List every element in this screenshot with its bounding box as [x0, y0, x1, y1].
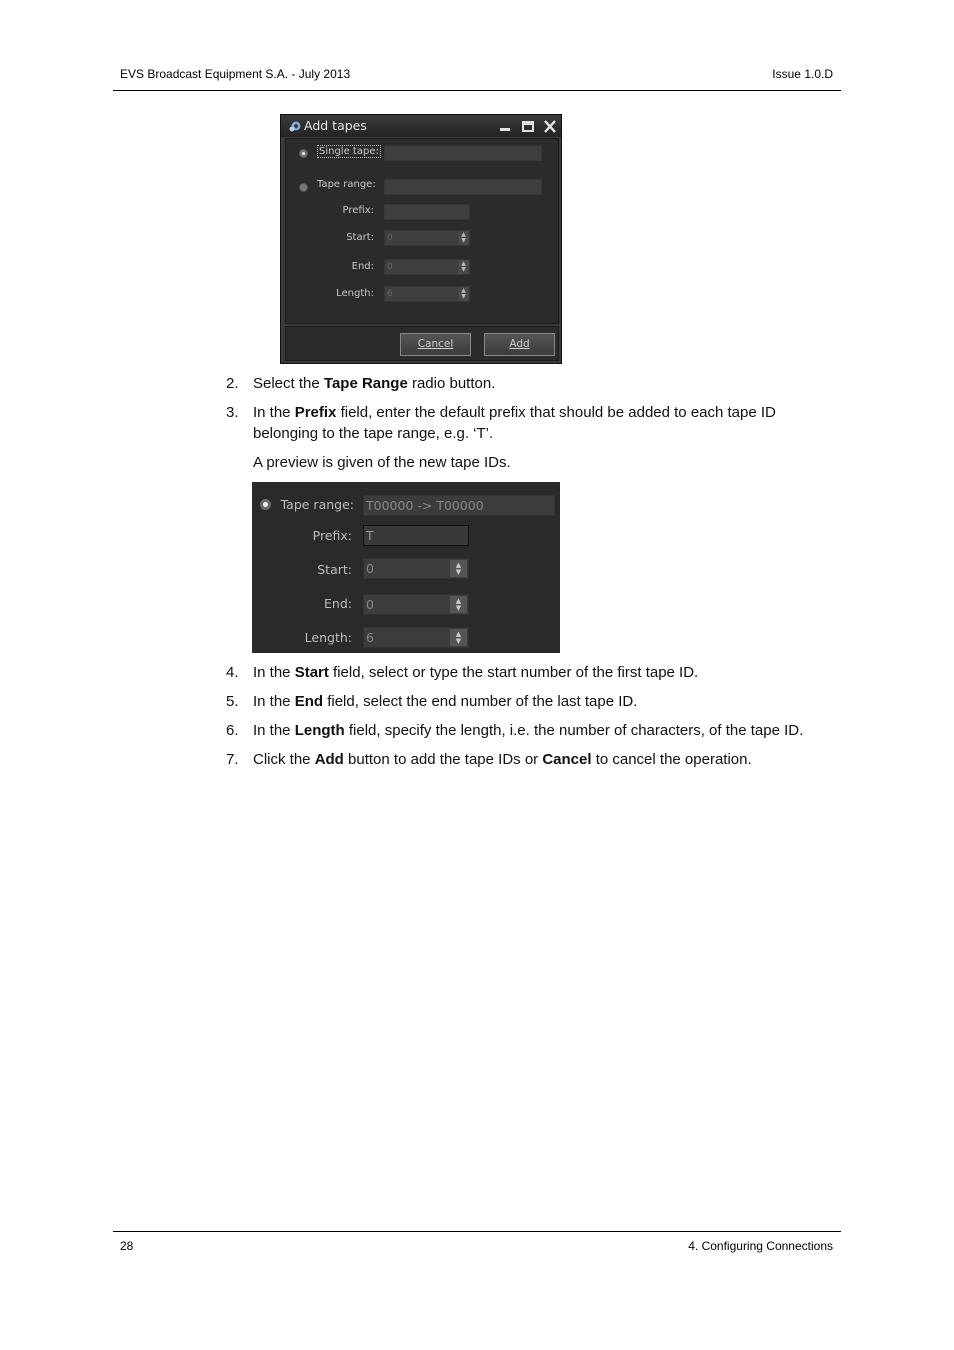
prefix-label: Prefix:: [312, 528, 352, 543]
end-spinbox[interactable]: [363, 594, 469, 615]
dialog-title: Add tapes: [304, 118, 367, 133]
length-value: 6: [387, 289, 393, 299]
start-label: Start:: [346, 232, 374, 243]
length-label: Length:: [304, 630, 352, 645]
tape-range-radio[interactable]: [299, 183, 308, 192]
start-spinbox[interactable]: [384, 230, 470, 246]
add-tapes-dialog: [280, 114, 562, 364]
step-number: 4.: [226, 664, 239, 681]
close-icon[interactable]: [543, 120, 557, 133]
tape-range-preview-field: [384, 179, 542, 195]
header-publisher: EVS Broadcast Equipment S.A. - July 2013: [120, 67, 351, 81]
step-text: In the Start field, select or type the start number of the first tape ID.: [253, 664, 699, 681]
prefix-input[interactable]: T: [363, 525, 469, 546]
dialog-footer: [285, 326, 559, 361]
tape-range-preview-panel: [252, 482, 560, 653]
app-gear-icon: [289, 120, 302, 132]
dialog-body: [285, 138, 559, 324]
end-value: 0: [387, 262, 393, 272]
start-label: Start:: [317, 562, 352, 577]
end-label: End:: [324, 596, 352, 611]
tape-range-label: Tape range:: [280, 497, 354, 512]
length-label: Length:: [336, 288, 374, 299]
step-number: 5.: [226, 693, 239, 710]
single-tape-radio[interactable]: [299, 149, 308, 158]
step-number: 7.: [226, 751, 239, 768]
prefix-input[interactable]: [384, 204, 470, 220]
length-value: 6: [366, 630, 374, 645]
spin-arrows-icon[interactable]: ▲ ▼: [450, 596, 467, 613]
step-number: 6.: [226, 722, 239, 739]
prefix-label: Prefix:: [342, 205, 374, 216]
end-spinbox[interactable]: [384, 259, 470, 275]
minimize-icon[interactable]: [498, 120, 512, 133]
start-value: 0: [366, 561, 374, 576]
step-text: In the Prefix field, enter the default prefix that should be added to each tape ID belonging to the tape range, e.g. ‘T’.: [253, 404, 776, 442]
spin-arrows-icon[interactable]: ▲ ▼: [458, 231, 469, 245]
end-label: End:: [351, 261, 374, 272]
single-tape-input[interactable]: [384, 145, 542, 161]
end-value: 0: [366, 597, 374, 612]
start-spinbox[interactable]: [363, 558, 469, 579]
spin-arrows-icon[interactable]: ▲ ▼: [450, 560, 467, 577]
spin-arrows-icon[interactable]: ▲ ▼: [458, 260, 469, 274]
length-spinbox[interactable]: [384, 286, 470, 302]
maximize-icon[interactable]: [521, 120, 535, 133]
step-text: Select the Tape Range radio button.: [253, 375, 496, 392]
tape-range-label: Tape range:: [317, 179, 376, 190]
spin-arrows-icon[interactable]: ▲ ▼: [450, 629, 467, 646]
step-text: In the End field, select the end number of the last tape ID.: [253, 693, 638, 710]
step-number: 3.: [226, 404, 239, 421]
step-text: Click the Add button to add the tape IDs or Cancel to cancel the operation.: [253, 751, 752, 768]
start-value: 0: [387, 233, 393, 243]
header-rule: [113, 90, 841, 91]
footer-rule: [113, 1231, 841, 1232]
cancel-button[interactable]: Cancel: [400, 333, 471, 356]
step-number: 2.: [226, 375, 239, 392]
header-issue: Issue 1.0.D: [772, 67, 833, 81]
chapter-title: 4. Configuring Connections: [688, 1239, 833, 1253]
spin-arrows-icon[interactable]: ▲ ▼: [458, 287, 469, 301]
tape-range-preview-field: T00000 -> T00000: [363, 495, 555, 516]
preview-note: A preview is given of the new tape IDs.: [253, 454, 511, 471]
dialog-title-bar: [281, 115, 561, 137]
page-number: 28: [120, 1239, 134, 1253]
step-text: In the Length field, specify the length, i.e. the number of characters, of the tape ID.: [253, 722, 804, 739]
tape-range-radio[interactable]: [260, 499, 271, 510]
single-tape-label: Single tape:: [319, 146, 379, 157]
add-button[interactable]: Add: [484, 333, 555, 356]
length-spinbox[interactable]: [363, 627, 469, 648]
